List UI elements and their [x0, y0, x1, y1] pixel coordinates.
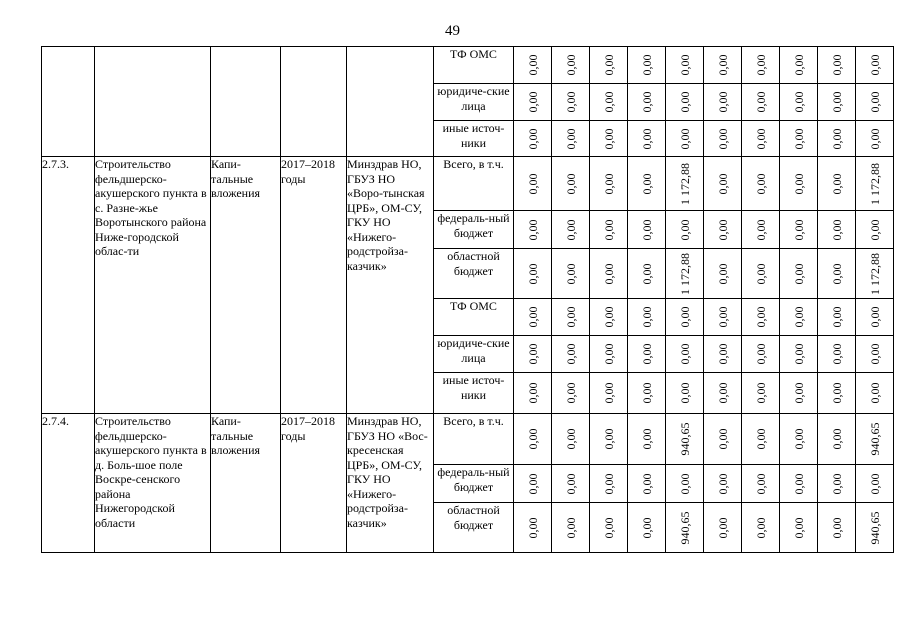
value-cell	[780, 47, 818, 84]
value-cell	[514, 299, 552, 336]
value-text: 0,00	[639, 128, 654, 149]
value-text: 0,00	[563, 263, 578, 284]
item-type	[211, 47, 281, 157]
value-text: 0,00	[791, 382, 806, 404]
value-cell	[590, 211, 628, 249]
value-text: 0,00	[639, 91, 654, 113]
value-cell	[666, 414, 704, 465]
value-cell	[742, 373, 780, 414]
value-text: 0,00	[867, 306, 882, 328]
value-text: 0,00	[867, 91, 882, 113]
value-cell	[780, 503, 818, 553]
value-text: 0,00	[639, 382, 654, 404]
item-years: 2017–2018 годы	[281, 414, 347, 553]
funding-source-label: юридиче-ские лица	[434, 336, 514, 373]
value-text: 0,00	[639, 219, 654, 240]
item-executor	[347, 47, 434, 157]
value-cell	[628, 373, 666, 414]
value-text: 0,00	[525, 263, 540, 284]
value-cell	[628, 414, 666, 465]
value-cell	[514, 47, 552, 84]
value-cell	[666, 84, 704, 121]
value-text: 0,00	[563, 306, 578, 328]
value-cell	[666, 249, 704, 299]
value-cell	[514, 121, 552, 157]
item-number	[42, 47, 95, 157]
value-text: 0,00	[639, 428, 654, 450]
value-cell	[742, 157, 780, 211]
value-cell	[780, 299, 818, 336]
value-text: 0,00	[677, 219, 692, 240]
value-text: 0,00	[867, 473, 882, 494]
value-cell	[514, 336, 552, 373]
value-text: 0,00	[829, 473, 844, 494]
value-text: 0,00	[525, 473, 540, 494]
value-cell	[856, 373, 894, 414]
item-type: Капи-тальные вложения	[211, 414, 281, 553]
funding-source-label: ТФ ОМС	[434, 47, 514, 84]
value-cell	[780, 336, 818, 373]
value-text: 0,00	[829, 428, 844, 450]
value-text: 0,00	[791, 219, 806, 240]
value-text: 0,00	[525, 219, 540, 240]
value-text: 0,00	[601, 428, 616, 450]
value-cell	[514, 414, 552, 465]
value-text: 0,00	[753, 517, 768, 538]
value-cell	[590, 503, 628, 553]
value-cell	[552, 249, 590, 299]
value-cell	[590, 249, 628, 299]
value-text: 0,00	[715, 173, 730, 194]
value-cell	[590, 121, 628, 157]
item-years	[281, 47, 347, 157]
value-cell	[704, 414, 742, 465]
value-cell	[818, 465, 856, 503]
item-title: Строительство фельдшерско-акушерского пункта в д. Боль-шое поле Воскре-сенского района Нижегородской области	[95, 414, 211, 553]
value-text: 0,00	[715, 54, 730, 76]
value-cell	[552, 47, 590, 84]
value-cell	[856, 47, 894, 84]
value-text: 0,00	[563, 128, 578, 149]
value-text: 0,00	[829, 219, 844, 240]
value-text: 0,00	[677, 343, 692, 365]
value-cell	[666, 47, 704, 84]
value-cell	[856, 249, 894, 299]
value-cell	[742, 121, 780, 157]
value-text: 0,00	[563, 173, 578, 194]
value-cell	[704, 336, 742, 373]
value-cell	[590, 157, 628, 211]
value-cell	[780, 84, 818, 121]
value-text: 0,00	[791, 343, 806, 365]
value-text: 0,00	[753, 428, 768, 450]
funding-source-label: Всего, в т.ч.	[434, 414, 514, 465]
value-cell	[666, 336, 704, 373]
item-number: 2.7.3.	[42, 157, 95, 414]
funding-source-label: федераль-ный бюджет	[434, 211, 514, 249]
value-text: 0,00	[639, 263, 654, 284]
value-cell	[780, 249, 818, 299]
value-cell	[818, 373, 856, 414]
funding-source-label: иные источ-ники	[434, 121, 514, 157]
value-text: 0,00	[829, 128, 844, 149]
value-text: 0,00	[829, 343, 844, 365]
value-text: 0,00	[791, 306, 806, 328]
value-cell	[666, 211, 704, 249]
item-years: 2017–2018 годы	[281, 157, 347, 414]
funding-source-label: ТФ ОМС	[434, 299, 514, 336]
value-cell	[514, 503, 552, 553]
value-text: 0,00	[525, 54, 540, 76]
item-title: Строительство фельдшерско-акушерского пункта в с. Разне-жье Воротынского района Ниже-городской облас-ти	[95, 157, 211, 414]
value-cell	[780, 211, 818, 249]
value-text: 0,00	[753, 91, 768, 113]
value-cell	[514, 84, 552, 121]
value-cell	[856, 157, 894, 211]
item-executor: Минздрав НО, ГБУЗ НО «Вос-кресенская ЦРБ», ОМ-СУ, ГКУ НО «Нижего-родстройза-казчик»	[347, 414, 434, 553]
table-row	[42, 47, 894, 84]
value-text: 0,00	[639, 343, 654, 365]
value-text: 0,00	[525, 343, 540, 365]
value-cell	[742, 47, 780, 84]
value-text: 0,00	[791, 128, 806, 149]
value-cell	[552, 373, 590, 414]
value-cell	[628, 211, 666, 249]
value-cell	[856, 121, 894, 157]
value-text: 0,00	[601, 219, 616, 240]
value-cell	[628, 336, 666, 373]
value-cell	[704, 299, 742, 336]
value-cell	[590, 465, 628, 503]
value-text: 940,65	[867, 422, 882, 456]
value-cell	[704, 503, 742, 553]
value-cell	[780, 414, 818, 465]
value-cell	[552, 414, 590, 465]
funding-source-label: Всего, в т.ч.	[434, 157, 514, 211]
value-cell	[780, 121, 818, 157]
value-cell	[818, 503, 856, 553]
value-text: 0,00	[525, 428, 540, 450]
value-text: 0,00	[753, 219, 768, 240]
value-text: 0,00	[601, 128, 616, 149]
value-text: 0,00	[525, 128, 540, 149]
value-text: 0,00	[829, 517, 844, 538]
value-cell	[552, 336, 590, 373]
value-cell	[780, 157, 818, 211]
value-text: 0,00	[677, 128, 692, 149]
value-text: 0,00	[715, 428, 730, 450]
value-text: 0,00	[829, 382, 844, 404]
table-body	[42, 47, 894, 553]
value-cell	[666, 373, 704, 414]
value-text: 0,00	[829, 306, 844, 328]
value-text: 0,00	[715, 306, 730, 328]
value-text: 0,00	[715, 517, 730, 538]
value-text: 940,65	[867, 511, 882, 544]
value-cell	[552, 84, 590, 121]
funding-source-label: юридиче-ские лица	[434, 84, 514, 121]
value-cell	[628, 299, 666, 336]
value-cell	[628, 249, 666, 299]
value-text: 0,00	[791, 473, 806, 494]
value-text: 0,00	[563, 219, 578, 240]
value-cell	[742, 465, 780, 503]
value-text: 0,00	[829, 263, 844, 284]
value-text: 0,00	[715, 382, 730, 404]
funding-source-label: федераль-ный бюджет	[434, 465, 514, 503]
value-cell	[856, 211, 894, 249]
value-text: 0,00	[563, 343, 578, 365]
value-text: 0,00	[715, 91, 730, 113]
value-text: 1 172,88	[867, 162, 882, 205]
value-text: 0,00	[601, 91, 616, 113]
value-cell	[628, 503, 666, 553]
value-cell	[590, 299, 628, 336]
value-cell	[552, 299, 590, 336]
value-text: 0,00	[753, 173, 768, 194]
value-cell	[704, 157, 742, 211]
value-text: 0,00	[525, 382, 540, 404]
value-cell	[780, 373, 818, 414]
value-cell	[856, 414, 894, 465]
value-text: 0,00	[753, 306, 768, 328]
value-cell	[704, 47, 742, 84]
value-cell	[818, 157, 856, 211]
value-text: 0,00	[677, 54, 692, 76]
value-cell	[818, 47, 856, 84]
value-cell	[742, 84, 780, 121]
value-text: 0,00	[639, 517, 654, 538]
value-text: 0,00	[601, 517, 616, 538]
value-text: 0,00	[601, 54, 616, 76]
value-cell	[818, 121, 856, 157]
value-text: 0,00	[791, 54, 806, 76]
table-row	[42, 414, 894, 465]
funding-source-label: иные источ-ники	[434, 373, 514, 414]
value-cell	[628, 465, 666, 503]
value-cell	[856, 503, 894, 553]
table-row	[42, 157, 894, 211]
value-text: 0,00	[753, 343, 768, 365]
value-text: 0,00	[601, 306, 616, 328]
value-text: 0,00	[525, 306, 540, 328]
value-cell	[552, 503, 590, 553]
value-text: 0,00	[601, 173, 616, 194]
value-cell	[552, 121, 590, 157]
value-cell	[514, 211, 552, 249]
funding-source-label: областной бюджет	[434, 249, 514, 299]
value-cell	[590, 336, 628, 373]
value-text: 0,00	[677, 382, 692, 404]
value-text: 0,00	[525, 91, 540, 113]
value-cell	[666, 157, 704, 211]
value-text: 1 172,88	[677, 162, 692, 205]
value-text: 0,00	[601, 382, 616, 404]
value-cell	[666, 121, 704, 157]
value-text: 0,00	[639, 54, 654, 76]
value-text: 0,00	[563, 473, 578, 494]
value-text: 0,00	[867, 219, 882, 240]
value-text: 1 172,88	[677, 252, 692, 295]
value-text: 0,00	[639, 173, 654, 194]
value-text: 940,65	[677, 422, 692, 456]
value-cell	[742, 336, 780, 373]
value-cell	[666, 299, 704, 336]
value-cell	[628, 157, 666, 211]
value-cell	[818, 249, 856, 299]
value-text: 0,00	[791, 263, 806, 284]
value-cell	[704, 465, 742, 503]
value-cell	[666, 465, 704, 503]
value-cell	[780, 465, 818, 503]
value-text: 0,00	[753, 54, 768, 76]
value-cell	[742, 211, 780, 249]
value-text: 0,00	[715, 263, 730, 284]
value-text: 0,00	[715, 219, 730, 240]
value-text: 0,00	[563, 91, 578, 113]
value-text: 1 172,88	[867, 252, 882, 295]
value-cell	[856, 465, 894, 503]
value-text: 0,00	[601, 263, 616, 284]
value-cell	[704, 373, 742, 414]
value-cell	[514, 249, 552, 299]
item-number: 2.7.4.	[42, 414, 95, 553]
item-executor: Минздрав НО, ГБУЗ НО «Воро-тынская ЦРБ», ОМ-СУ, ГКУ НО «Нижего-родстройза-казчик»	[347, 157, 434, 414]
value-text: 0,00	[753, 382, 768, 404]
value-cell	[590, 47, 628, 84]
value-cell	[590, 414, 628, 465]
value-text: 0,00	[791, 173, 806, 194]
value-cell	[704, 84, 742, 121]
value-text: 0,00	[563, 517, 578, 538]
value-text: 0,00	[867, 54, 882, 76]
value-cell	[704, 249, 742, 299]
value-text: 0,00	[601, 473, 616, 494]
value-text: 0,00	[791, 91, 806, 113]
value-cell	[742, 503, 780, 553]
item-type: Капи-тальные вложения	[211, 157, 281, 414]
value-cell	[514, 465, 552, 503]
value-text: 0,00	[715, 128, 730, 149]
value-cell	[628, 47, 666, 84]
value-cell	[590, 373, 628, 414]
value-text: 0,00	[867, 382, 882, 404]
value-cell	[666, 503, 704, 553]
value-cell	[856, 336, 894, 373]
value-cell	[818, 414, 856, 465]
value-text: 0,00	[791, 428, 806, 450]
value-text: 0,00	[563, 54, 578, 76]
value-text: 0,00	[525, 517, 540, 538]
value-text: 940,65	[677, 511, 692, 544]
page-number: 49	[445, 23, 460, 39]
value-cell	[856, 84, 894, 121]
value-cell	[628, 84, 666, 121]
value-text: 0,00	[867, 128, 882, 149]
value-cell	[818, 211, 856, 249]
value-cell	[628, 121, 666, 157]
value-text: 0,00	[829, 91, 844, 113]
value-text: 0,00	[677, 306, 692, 328]
value-cell	[514, 373, 552, 414]
value-text: 0,00	[829, 173, 844, 194]
value-cell	[818, 299, 856, 336]
value-cell	[742, 299, 780, 336]
value-cell	[704, 121, 742, 157]
value-text: 0,00	[867, 343, 882, 365]
value-cell	[742, 414, 780, 465]
value-text: 0,00	[677, 473, 692, 494]
value-cell	[514, 157, 552, 211]
value-text: 0,00	[715, 343, 730, 365]
value-cell	[552, 465, 590, 503]
value-cell	[590, 84, 628, 121]
value-text: 0,00	[753, 128, 768, 149]
value-text: 0,00	[639, 473, 654, 494]
value-cell	[552, 157, 590, 211]
value-cell	[742, 249, 780, 299]
item-title	[95, 47, 211, 157]
value-text: 0,00	[677, 91, 692, 113]
value-text: 0,00	[791, 517, 806, 538]
budget-table	[41, 46, 894, 553]
value-text: 0,00	[563, 382, 578, 404]
value-text: 0,00	[525, 173, 540, 194]
value-text: 0,00	[829, 54, 844, 76]
value-cell	[818, 336, 856, 373]
funding-source-label: областной бюджет	[434, 503, 514, 553]
value-cell	[818, 84, 856, 121]
value-text: 0,00	[715, 473, 730, 494]
value-text: 0,00	[639, 306, 654, 328]
value-text: 0,00	[753, 473, 768, 494]
value-text: 0,00	[601, 343, 616, 365]
value-cell	[552, 211, 590, 249]
value-text: 0,00	[563, 428, 578, 450]
value-cell	[704, 211, 742, 249]
value-text: 0,00	[753, 263, 768, 284]
value-cell	[856, 299, 894, 336]
